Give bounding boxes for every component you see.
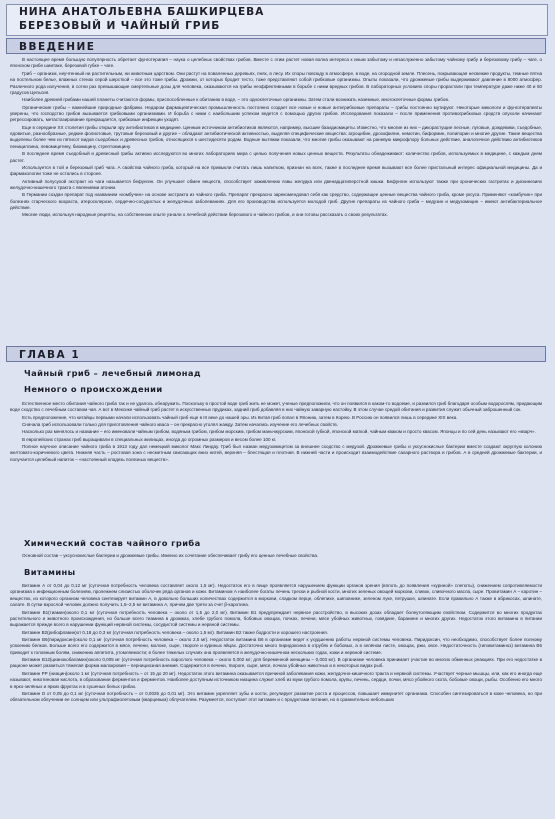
origin-paragraph: Есть предположение, что китайцы первыми начали использовать чайный гриб еще в III веке до нашей эры. Из Китая гриб попал в Японию, затем в Корею. В Россию он появился лишь в середине XIX века.: [22, 414, 458, 420]
title-block: [6, 4, 548, 36]
chem-text: [10, 553, 542, 560]
intro-paragraph: Наиболее древней грибами нашей планеты считаются формы, приспособленные к обитанию в воде, – это одноклеточные организмы. Затем стали возникать наземные, многоклеточные формы грибов.: [22, 97, 450, 103]
intro-paragraph: Гриб – организм, неучтенный ни растительным, ни животным царством. Они растут на поваленных деревьях, пнях, в лесу. Их споры повсюду в атмосфере, в воде, на огородной земле. Плесень, покрывающая несвежие продукты, темные пятна на постельном белье, влажных стенах серой шерсткой – все это тоже грибы. Дрожжи, от которых бродит тесто, тоже представляют собой грибковые организмы. Опыты показали, что дрожжевые грибы выдерживают давление в 8000 атмосфер. Различного рода излучения, в сотни раз превышающие смертельные дозы для человека, оказываются на грибы неэффективными в борьбе с ними вредных грибов. В лабораторных условиях споры прорастали при температуре даже ниже 40 и 50 градусов Цельсия.: [10, 70, 542, 95]
vitamin-paragraph: Витамин РР (ниацин)около 1 мг (суточная потребность – от 15 до 20 мг). Недостаток этого витамина оказывается причиной заболевания кожи, желудочно-кишечного тракта и нервной системы. Участвует черные мышцы, или, как его иногда еще называют, никотиновая кислота, в образовании ферментов и ферментов. Наиболее доступным источником ниацина служит хлеб из муки грубого помола, крупы, печень, сердце, почки, мясо убойного скота, бобовые овощи, рыбы. Особенно его много в ярко-зелёных и ярких фруктах и в сушеных белых грибах.: [10, 670, 542, 689]
vitamins-text: [10, 583, 542, 705]
origin-heading: Немного о происхождении: [24, 384, 163, 394]
origin-paragraph: Естественное место обитания чайного гриба так и не удалось обнаружить. Поскольку в простой воде гриб жить не может, ученые предположили, что он появился в каком-то водоеме, и развился гриб благодаря особым водорослям, придающим воде сходство с лечебным составом чая. А вот в Мексике чайный гриб растет в искусственных прудиках, задний гриб добавляя в них чайную заварную настойку. В этом случае средой обитания и развития служит обычный заброшенный сок.: [10, 401, 542, 413]
chapter-subtitle: Чайный гриб – лечебный лимонад: [24, 368, 202, 378]
intro-paragraph: Многие люди, используя народные рецепты, на собственном опыте узнали о лечебной действии березового и чайного грибов, и они готовы рассказать о своих результатах.: [22, 212, 388, 218]
vitamin-paragraph: Витамин В12(цианокобаламин)около 0,005 мг (суточная потребность взрослого человека – около 0,002 мг; для беременной женщины – 0,003 мг). В организме человека принимает участие во многих обменных реакциях. При его недостатке в рационе может развиться тяжелая форма малокровия – пернициозная анемия. Содержится в печени, твороге, сыре, мясе, почках убойных животных и в некоторых видах рыб.: [10, 657, 542, 669]
vitamin-paragraph: Витамин D от 0,05 до 0,1 мг (суточная потребность – от 0,0025 до 0,01 мг). Это витамин укрепляет зубы и кости, регулирует развитие роста и процессов, повышает иммунитет организма. Способен синтезироваться в коже человека, но при обязательном облучении ее солнцем или ультрафиолетовым (кварцевым) облучателем. Разумеется, поступает этот витамин и с продуктами питания, но в сравнительно небольших: [10, 690, 542, 703]
intro-paragraph: В последнее время съедобный и древесный грибы активно исследуются во многих лабораториях мира с целью получения новых ценных веществ. Результаты обнадеживают: количество грибов, используемых в медицине, с каждым днем растет.: [10, 151, 542, 163]
origin-paragraph: В европейских странах гриб выращивали в специальных жилищах, иногда до огромных размеров и весом более 100 кг.: [22, 436, 277, 442]
chapter-heading: ГЛАВА 1: [6, 346, 546, 362]
vitamin-paragraph: Витамин В2(рибофлавин)от 0,18 до 0,3 мг (суточная потребность человека – около 1,5 мг). Витамин В2 также бодрости и хорошего настроения.: [22, 629, 328, 635]
intro-paragraph: В Германии создан препарат под названием «комбучин» на основе экстракта из чайного гриба. Препарат прекрасно зарекомендовал себя как средство, содержащее ценные вещества чайного гриба, кроме уксуса. Применяют «комбучин» при болезнях старческого возраста, атеросклерозе, сердечно-сосудистых и желудочных заболеваниях. Для его производства используется молодой гриб. Другие препараты из чайного гриба – медузин и медузомицин – имеют антибактериальное действие.: [10, 192, 542, 211]
intro-paragraph: Органические грибы – важнейшие природные фабрики. Недаром фармацевтическая промышленность постоянно создает все новые и новые антигрибковые препараты – грибы постоянно мутируют. Некоторые микологи и фунготерапевты уверены, что господство грибов вызывается грибковыми организмами. И борьба с ними с наибольшим успехом ведется с помощью других грибов. Исследования показали – после применения противогрибковых средств опухоли начинают регрессировать, метастазирование прекращается, грибковые инфекции уходят.: [10, 104, 542, 123]
intro-heading: ВВЕДЕНИЕ: [6, 38, 546, 54]
chem-paragraph: Основной состав – уксуснокислые бактерии и дрожжевые грибы. Именно их сочетание обеспечивает грибу его ценные лечебные свойства.: [22, 553, 319, 558]
origin-paragraph: Полное научное описание чайного гриба в 1913 году дал немецкий миколог Макс Линдау. Гриб был назван медузомицетом за внешнее сходство с медузой. Дрожжевые грибы и уксуснокислые бактерии вместе создают округлую колонию желтовато-коричневого цвета. Нижняя часть – ростовая зона с несметным свисающих вниз нитей, верхняя – блестящая и плотная. В нижней части и происходит взаимодействие сахарного раствора и грибов. А в средней дрожжевые бактерии, и получается целебный напиток – «настоянный кладезь полезных веществ».: [10, 443, 542, 462]
vitamin-paragraph: Витамин А от 0,04 до 0,12 мг (суточная потребность человека составляет около 1,5 мг). Недостаток его в пище проявляется нарушением функции органов зрения (вплоть до появления «куриной» слепоты), снижением сопротивляемости организма к инфекционным болезням, пролежнем слизистых оболочек ряда органов и кожи. Витамином А наиболее богаты печень трески и рыбной кости, многих зеленых овощей моркови, сливок, сливочного масла, сыре. Провитамин А – каротин – вещество, из которого организм человека синтезирует витамин А, в довольно больших количествах содержится в моркови, сладком перце, облепихе, шиповнике, зеленом луке, петрушке, шпинате. Если правильно А также в абрикосах, шпинате, салате. В сутки взрослой человек должно получить 1,5–2,5 мг витамина А, причем две трети за счет β-каротина.: [10, 583, 542, 608]
vitamin-paragraph: Витамин В1(тиамин)около 0,1 мг (суточная потребность человека – около от 1,5 до 2,0 мг). Витамин В1 предупреждает нервное расстройство, в высоких дозах обладает болеутоляющим свойством. Содержится во многих продуктах растительного и животного происхождения, но больше всего тиамина в дрожжах, хлебе грубого помола, бобовых овощах, почках, печени, мясе убойных животных, говядине, баранине и многих других. Недостаток этого витамина в питании выражается прежде всего в нарушении функций нервной системы, сосудистой системы и нервной системы.: [10, 609, 542, 628]
author-name: НИНА АНАТОЛЬЕВНА БАШКИРЦЕВА: [19, 6, 265, 18]
chem-heading: Химический состав чайного гриба: [24, 538, 201, 548]
intro-paragraph: Активный полусухой экстракт из чаги называется бефунгин. Он улучшает обмен веществ, способствует заживлению язвы желудка или двенадцатиперстной кишки. Бефунгин используют также при хронических гастритах и дискинезиях желудочно-кишечного тракта с явлениями атонии.: [10, 178, 542, 190]
origin-text: [10, 401, 542, 464]
origin-paragraph: Насколько раз менялось и название – его именовали чайным грибом, водяным грибом, грибом морским, грибом маньчжурским, японской губкой, японской маткой, чайным кваком и просто квасом. Японцы и по сей день называют его «кварч».: [22, 429, 536, 435]
intro-text: [10, 57, 542, 220]
vitamins-heading: Витамины: [24, 567, 76, 577]
book-title: БЕРЕЗОВЫЙ И ЧАЙНЫЙ ГРИБ: [19, 20, 221, 32]
intro-paragraph: Еще в середине XX столетия грибы открыли эру антибиотиков в медицине. Ценным источником антибиотиков являются, например, высшие базидиомицеты. Известно, что многие из них – дикорастущие лесные, луговые, дождевики, съедобные, ядовитые, разнообразные, редкие фолиотовые, трутовые березовый и другие – обладают антибиотической активностью, выделяя специфические вещества: агроцибин, дрозофилин, немотин, биформин, полипорин и многие другие. Такие вещества выделены более чем из пятисот видов съедобных и древесных грибов, относящихся к шестидесяти родам. Водные вытяжки показали, что многие грибы оказывают на раневую микрофлору больных действие, аналогичное действию антибиотиков пенициллина, левомицетину, биомицину, стрептомицину.: [10, 124, 542, 149]
intro-paragraph: В настоящее время большую популярность обретает фунготерапия – наука о целебных свойствах грибов. Вместе с этим растет новая волна интереса к иным забытому и незаслуженно забытому чайному грибу и березовому грибу – чаге, о японском грибе шиитаке, березовой губке – чаге.: [10, 57, 542, 69]
vitamin-paragraph: Витамин В6(пиридоксин)около 0,1 мг (суточная потребность человека – около 2,5 мг). Недостаток витамина В6 в организме ведет к ухудшению работы нервной системы человека. Пиридоксин, что необходимо, способствует более полному усвоению белков. Больше всего его содержится в мясе, печени, молоке, сыре, твороге и куриных яйцах. Достаточно много пиридоксина в отрубях и бобовых, а в зелёном листе, овощах, ржи, овсе. Недостаточность (гиповитаминоз) витамина В6 приводит к головным болям, снижению аппетита, утомляемости; в более тяжелых случаях она проявляется в желудочно-кишечном нескольких годах, кожи и нервной системе.: [10, 636, 542, 655]
intro-paragraph: Используется в той и березовый гриб чага. А свойства чайного гриба, который на все привыкли считать лишь напитком, признан на всех, также в последнее время вызывают все более пристальный интерес официальной медицины. Да и фармакологии тоже не остались в стороне.: [10, 164, 542, 177]
origin-paragraph: Сначала гриб использовали только для приготовления чайного кваса – он прекрасно утолял жажду. Затем начались изучение его лечебных свойств.: [22, 422, 338, 427]
